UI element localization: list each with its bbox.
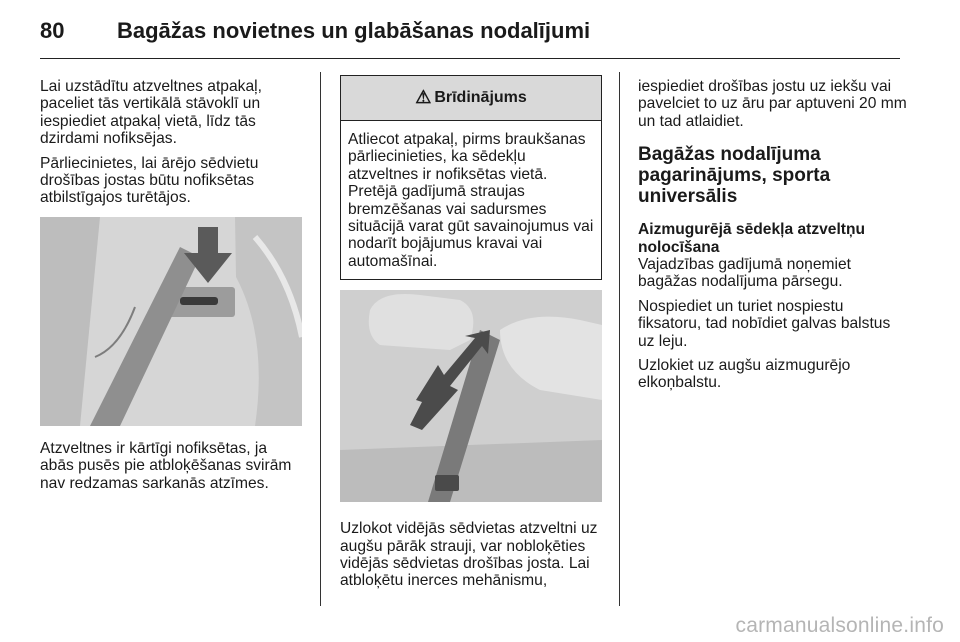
seat-lock-figure: [40, 217, 302, 426]
paragraph: Vajadzības gadījumā noņemiet bagāžas nodalījuma pārsegu.: [638, 256, 851, 291]
paragraph: Uzlokot vidējās sēdvietas atzveltni uz augšu pārāk strauji, var nobloķēties vidējās sēdvietas drošības josta. Lai atbloķētu inerces mehānismu,: [340, 520, 598, 590]
section-heading: Bagāžas nodalījuma pagarinājums, sporta universālis: [638, 144, 831, 208]
warning-header: [341, 76, 601, 121]
warning-body: [341, 121, 601, 279]
paragraph: iespiediet drošības jostu uz iekšu vai pavelciet to uz āru par aptuveni 20 mm un tad atlaidiet.: [638, 78, 907, 130]
header-divider: [40, 58, 900, 59]
column-3: [638, 78, 908, 399]
warning-title: Brīdinājums: [434, 89, 527, 107]
page-number: 80: [40, 18, 65, 43]
page-header: [40, 18, 900, 48]
column-1: [40, 78, 302, 499]
column-2: [340, 75, 602, 597]
watermark: carmanualsonline.info: [735, 614, 944, 637]
paragraph: Pārliecinietes, lai ārējo sēdvietu drošības jostas būtu nofiksētas atbilstīgajos turētājos.: [40, 154, 259, 207]
warning-triangle-icon: ⚠: [415, 87, 432, 108]
warning-box: [340, 75, 602, 280]
paragraph: Lai uzstādītu atzveltnes atpakaļ, paceliet tās vertikālā stāvoklī un iespiediet atpakaļ vietā, līdz tās dzirdami nofiksējas.: [40, 78, 262, 148]
seatbelt-figure: [340, 290, 602, 502]
page-title: Bagāžas novietnes un glabāšanas nodalījumi: [117, 18, 591, 43]
paragraph: Pretējā gadījumā straujas bremzēšanas vai sadursmes situācijā varat gūt savainojumus vai nodarīt bojājumus kravai vai automašīnai.: [348, 183, 594, 270]
paragraph: Uzlokiet uz augšu aizmugurējo elkoņbalstu.: [638, 357, 851, 392]
paragraph: Atzveltnes ir kārtīgi nofiksētas, ja abās pusēs pie atbloķēšanas svirām nav redzamas sarkanās atzīmes.: [40, 439, 292, 492]
column-divider: [320, 72, 321, 606]
subsection-heading: Aizmugurējā sēdekļa atzveltņu nolocīšana: [638, 221, 866, 256]
paragraph: Atliecot atpakaļ, pirms braukšanas pārliecinieties, ka sēdekļu atzveltnes ir nofiksētas vietā.: [348, 131, 586, 183]
paragraph: Nospiediet un turiet nospiestu fiksatoru, tad nobīdiet galvas balstus uz leju.: [638, 297, 891, 350]
column-divider: [619, 72, 620, 606]
